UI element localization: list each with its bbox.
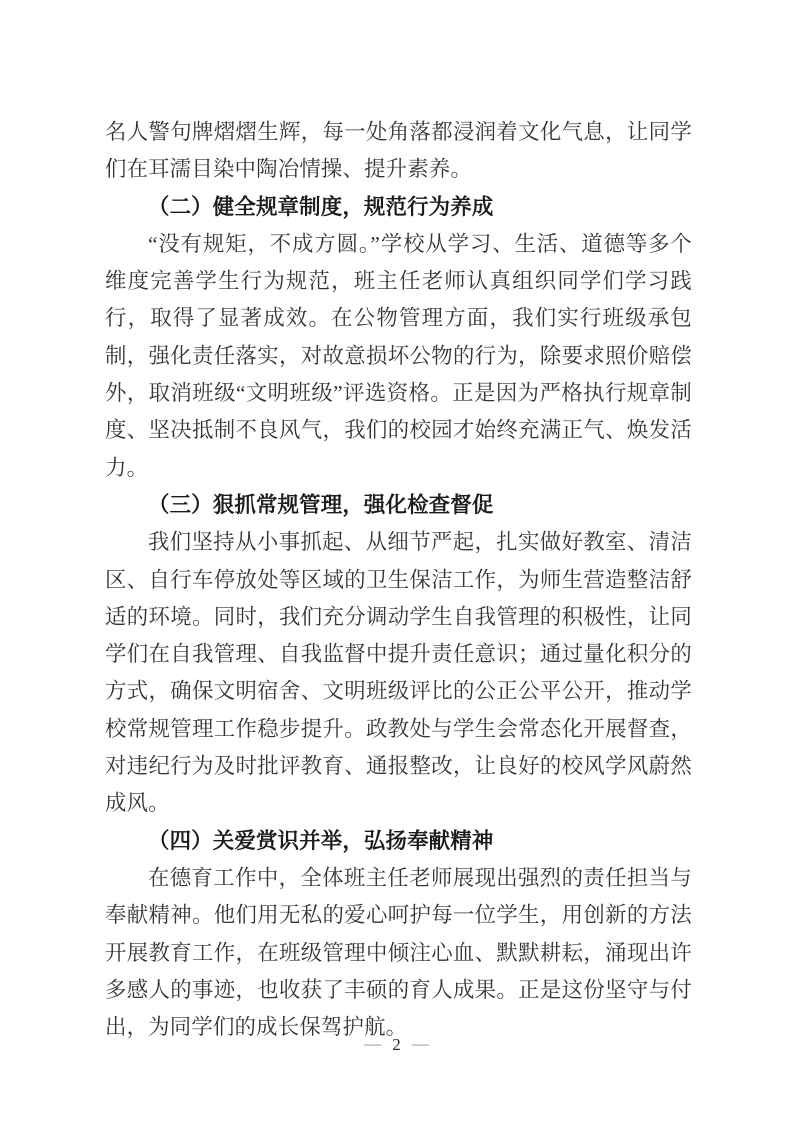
body-paragraph: “没有规矩，不成方圆。”学校从学习、生活、道德等多个维度完善学生行为规范，班主任老师认真组织同学们学习践行，取得了显著成效。在公物管理方面，我们实行班级承包制，强化责任落实，对故意损坏公物的行为，除要求照价赔偿外，取消班级“文明班级”评选资格。正是因为严格执行规章制度、坚决抵制不良风气，我们的校园才始终充满正气、焕发活力。 [105, 231, 692, 480]
footer-dash-left: — [364, 1034, 382, 1053]
section-heading: （四）关爱赏识并举，弘扬奉献精神 [148, 828, 494, 853]
body-paragraph: 我们坚持从小事抓起、从细节严起，扎实做好教室、清洁区、自行车停放处等区域的卫生保洁工作，为师生营造整洁舒适的环境。同时，我们充分调动学生自我管理的积极性，让同学们在自我管理、自我监督中提升责任意识；通过量化积分的方式，确保文明宿舍、文明班级评比的公正公平公开，推动学校常规管理工作稳步提升。政教处与学生会常态化开展督查，对违纪行为及时批评教育、通报整改，让良好的校风学风蔚然成风。 [105, 530, 692, 816]
page-number: 2 [392, 1035, 401, 1054]
section-heading: （二）健全规章制度，规范行为养成 [148, 194, 494, 219]
document-body [105, 114, 692, 1046]
body-paragraph: 在德育工作中，全体班主任老师展现出强烈的责任担当与奉献精神。他们用无私的爱心呵护每一位学生，用创新的方法开展教育工作，在班级管理中倾注心血、默默耕耘，涌现出许多感人的事迹，也收获了丰硕的育人成果。正是这份坚守与付出，为同学们的成长保驾护航。 [105, 865, 692, 1040]
footer-dash-right: — [411, 1034, 429, 1053]
body-paragraph: 名人警句牌熠熠生辉，每一处角落都浸润着文化气息，让同学们在耳濡目染中陶冶情操、提升素养。 [105, 120, 692, 182]
section-heading: （三）狠抓常规管理，强化检查督促 [148, 492, 494, 517]
page-footer [0, 1034, 793, 1056]
